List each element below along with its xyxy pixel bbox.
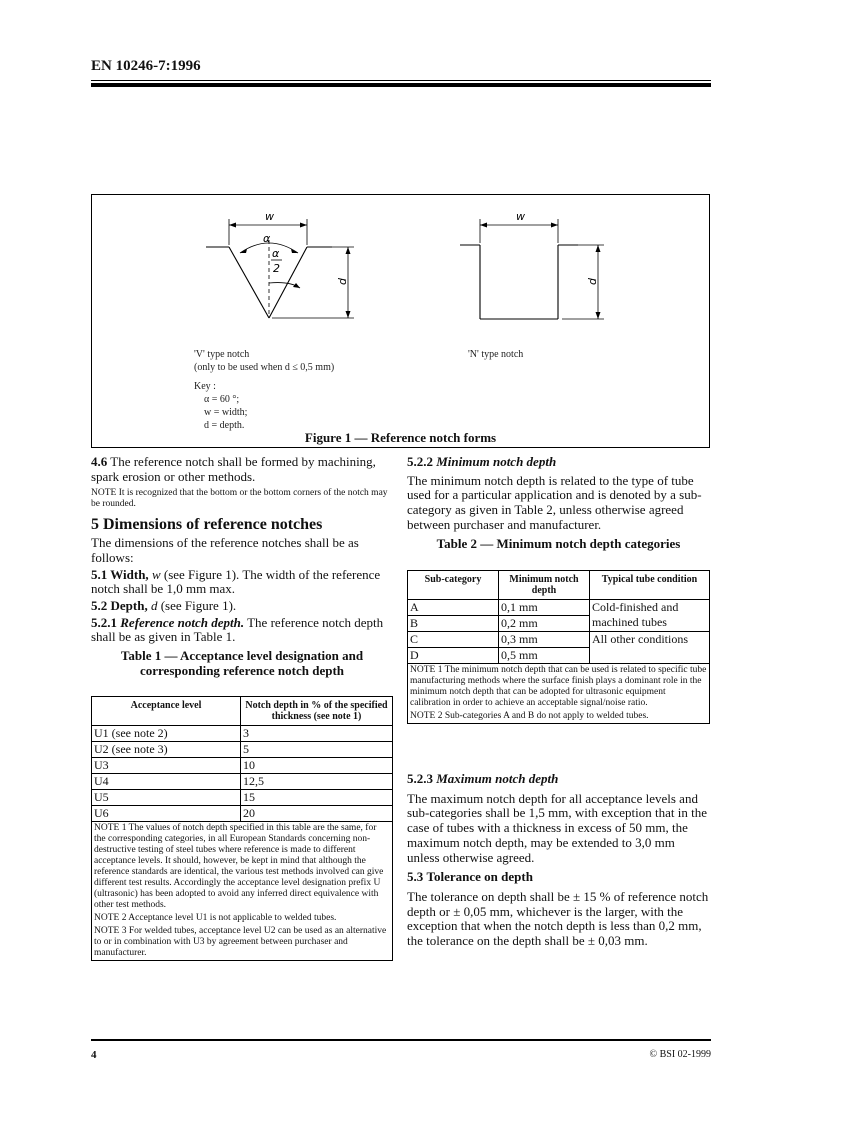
s53-text: The tolerance on depth shall be ± 15 % of reference notch depth or ± 0,05 mm, whichever is the larger, with the exception that when the notch depth is less than 0,2 mm, the tolerance on the depth shall be ± 0,03 mm. bbox=[407, 888, 709, 949]
s46-text: The reference notch shall be formed by machining, spark erosion or other methods. bbox=[91, 454, 376, 484]
copyright: © BSI 02-1999 bbox=[649, 1049, 711, 1060]
key-title: Key : bbox=[194, 381, 216, 392]
table-row bbox=[92, 758, 393, 774]
level-cell: U2 (see note 3) bbox=[92, 742, 241, 758]
table2-note-2: NOTE 2 Sub-categories A and B do not apply to welded tubes. bbox=[410, 711, 649, 721]
v-alpha-label: α bbox=[263, 232, 271, 245]
table-row bbox=[92, 806, 393, 822]
v-depth-label: d bbox=[336, 278, 349, 285]
key-width: w = width; bbox=[204, 407, 248, 418]
depth-cell: 0,5 mm bbox=[499, 648, 590, 664]
table2-note-1: NOTE 1 The minimum notch depth that can be used is related to specific tube manufacturing methods where the surface finish plays a dominant role in the minimum notch depth that can be adopted for ultrasonic equipment calibration in order to achieve an acceptable signal/noise ratio. bbox=[410, 665, 707, 708]
table1-note-2: NOTE 2 Acceptance level U1 is not applicable to welded tubes. bbox=[94, 913, 337, 923]
s51-text: (see Figure 1). The width of the reference notch shall be 1,0 mm max. bbox=[91, 566, 381, 597]
n-notch-caption: 'N' type notch bbox=[468, 349, 524, 360]
table-row bbox=[408, 632, 710, 648]
s523-title: Maximum notch depth bbox=[436, 771, 559, 786]
depth-cell: 20 bbox=[241, 806, 393, 822]
subcategory-cell: A bbox=[408, 600, 499, 616]
v-notch-left-flank bbox=[229, 247, 269, 318]
v-half-alpha-den: 2 bbox=[273, 262, 280, 275]
depth-cell: 0,2 mm bbox=[499, 616, 590, 632]
figure-1-drawing bbox=[92, 195, 709, 425]
s523-text: The maximum notch depth for all acceptance levels and sub-categories shall be 1,5 mm, with exception that in the case of tubes with a thickness in excess of 50 mm, the maximum notch depth, may be extended to 3,0 mm unless otherwise agreed. bbox=[407, 790, 708, 865]
condition-cell-ab: Cold-finished and machined tubes bbox=[590, 600, 710, 632]
n-depth-label: d bbox=[586, 278, 599, 285]
s52-symbol: d bbox=[150, 597, 158, 613]
level-cell: U5 bbox=[92, 790, 241, 806]
condition-cell-cd: All other conditions bbox=[590, 632, 710, 664]
table1-note-3: NOTE 3 For welded tubes, acceptance level U2 can be used as an alternative to or in combination with U3 by agreement between purchaser and manufacturer. bbox=[94, 926, 387, 958]
s53-title: Tolerance on depth bbox=[426, 869, 533, 885]
subcategory-cell: B bbox=[408, 616, 499, 632]
key-depth: d = depth. bbox=[204, 420, 245, 431]
subcategory-cell: D bbox=[408, 648, 499, 664]
s46-note: NOTE It is recognized that the bottom or the bottom corners of the notch may be rounded. bbox=[91, 488, 388, 510]
s522-number: 5.2.2 bbox=[407, 454, 433, 469]
v-half-alpha-num: α bbox=[272, 247, 280, 260]
section-5-intro: The dimensions of the reference notches shall be as follows: bbox=[91, 535, 359, 565]
s522-title: Minimum notch depth bbox=[436, 454, 557, 469]
depth-cell: 15 bbox=[241, 790, 393, 806]
figure-box bbox=[91, 194, 710, 448]
table1-note-1: NOTE 1 The values of notch depth specified in this table are the same, for the corresponding categories, in all European Standards concerning non-destructive testing of steel tubes where reference is made to different acceptance levels. It should, however, be kept in mind that although the reference standards are identical, the various test methods involved can give different test results. Accordingly the acceptance level designation prefix U (ultrasonic) has been adopted to avoid any inferred direct equivalence with other test methods. bbox=[94, 823, 384, 910]
depth-cell: 10 bbox=[241, 758, 393, 774]
s46-number: 4.6 bbox=[91, 454, 108, 469]
s53-number: 5.3 bbox=[407, 869, 424, 885]
document-id: EN 10246-7:1996 bbox=[91, 58, 201, 74]
table1-caption-2: corresponding reference notch depth bbox=[139, 663, 344, 679]
footer-rule bbox=[91, 1039, 711, 1041]
table1-caption-1: Table 1 — Acceptance level designation and bbox=[120, 648, 364, 664]
v-notch-condition: (only to be used when d ≤ 0,5 mm) bbox=[194, 362, 335, 373]
table-row bbox=[92, 726, 393, 742]
table2-header-condition: Typical tube condition bbox=[590, 571, 710, 600]
s521-number: 5.2.1 bbox=[91, 614, 117, 630]
s51-number: 5.1 Width, bbox=[91, 566, 149, 582]
table-row bbox=[92, 790, 393, 806]
header-rule-thick bbox=[91, 83, 711, 87]
table-row bbox=[92, 742, 393, 758]
table-2 bbox=[407, 570, 710, 724]
table1-header-level: Acceptance level bbox=[92, 697, 241, 726]
section-5-heading: 5 Dimensions of reference notches bbox=[91, 516, 323, 534]
table2-header-subcategory: Sub-category bbox=[408, 571, 499, 600]
s52-text: (see Figure 1). bbox=[160, 597, 237, 613]
level-cell: U1 (see note 2) bbox=[92, 726, 241, 742]
depth-cell: 3 bbox=[241, 726, 393, 742]
level-cell: U3 bbox=[92, 758, 241, 774]
figure-caption: Figure 1 — Reference notch forms bbox=[304, 430, 497, 445]
s522-text: The minimum notch depth is related to the type of tube used for a particular application and is denoted by a sub-category as given in Table 2, unless otherwise agreed between purchaser and manufacturer. bbox=[407, 472, 702, 532]
table-1 bbox=[91, 696, 393, 961]
n-width-label: w bbox=[516, 210, 525, 223]
depth-cell: 12,5 bbox=[241, 774, 393, 790]
v-notch-caption: 'V' type notch bbox=[194, 349, 250, 360]
table-row bbox=[408, 600, 710, 616]
level-cell: U4 bbox=[92, 774, 241, 790]
subcategory-cell: C bbox=[408, 632, 499, 648]
s521-title: Reference notch depth. bbox=[120, 614, 245, 630]
key-alpha: α = 60 °; bbox=[204, 394, 240, 405]
s521-text: The reference notch depth shall be as given in Table 1. bbox=[91, 614, 384, 645]
table1-header-depth: Notch depth in % of the specified thickness (see note 1) bbox=[241, 697, 393, 726]
table2-caption: Table 2 — Minimum notch depth categories bbox=[436, 535, 681, 551]
header-rule-thin bbox=[91, 80, 711, 81]
table2-header-depth: Minimum notch depth bbox=[499, 571, 590, 600]
s523-number: 5.2.3 bbox=[407, 771, 433, 786]
s51-symbol: w bbox=[151, 566, 161, 582]
v-width-label: w bbox=[265, 210, 274, 223]
depth-cell: 5 bbox=[241, 742, 393, 758]
page-number: 4 bbox=[91, 1049, 97, 1061]
table-row bbox=[92, 774, 393, 790]
level-cell: U6 bbox=[92, 806, 241, 822]
s52-number: 5.2 Depth, bbox=[91, 597, 148, 613]
depth-cell: 0,1 mm bbox=[499, 600, 590, 616]
depth-cell: 0,3 mm bbox=[499, 632, 590, 648]
